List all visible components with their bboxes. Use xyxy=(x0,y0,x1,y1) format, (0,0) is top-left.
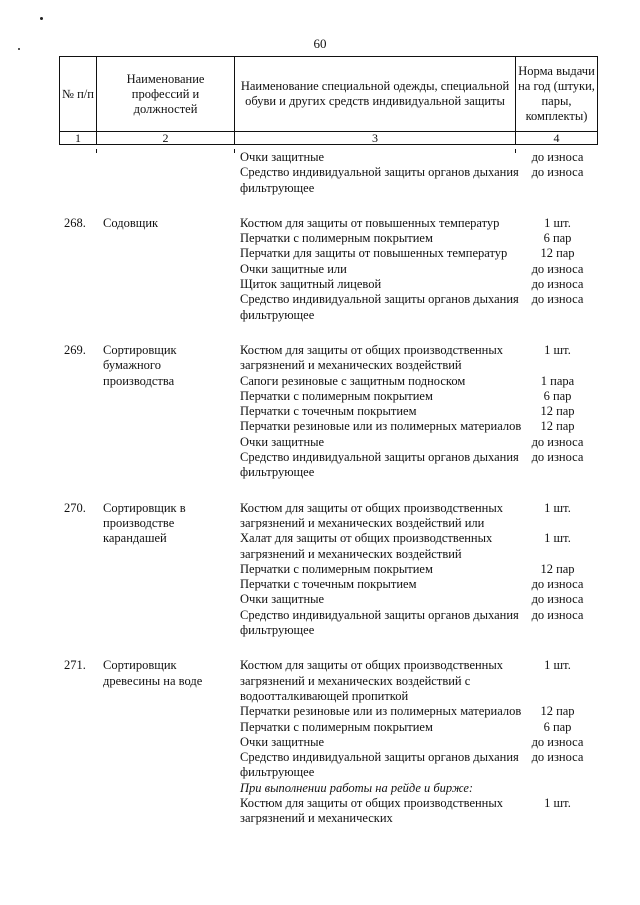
column-number-row xyxy=(60,132,598,145)
item-text: Очки защитные xyxy=(240,592,325,607)
item-text: Костюм для защиты от общих производственных загрязнений и механических воздействий xyxy=(240,342,504,373)
item-row xyxy=(0,150,640,165)
entry-gap xyxy=(0,196,640,216)
item-text: Халат для защиты от общих производственных загрязнений и механических воздействий xyxy=(240,531,493,561)
item-row xyxy=(0,796,640,827)
scan-speck xyxy=(40,17,43,20)
item-norm: до износа xyxy=(531,607,584,622)
continuation-block xyxy=(0,150,640,196)
item-norm: 12 пар xyxy=(540,404,575,419)
item-text: Костюм для защиты от общих производственных загрязнений и механических воздействий или xyxy=(240,500,504,530)
entry-number: 271. xyxy=(64,658,86,673)
item-text: Костюм для защиты от общих производственных загрязнений и механических xyxy=(240,795,504,826)
item-norm: 1 шт. xyxy=(544,658,571,673)
item-norm: до износа xyxy=(531,592,584,607)
item-text: Средство индивидуальной защиты органов дыхания фильтрующее xyxy=(240,292,519,322)
item-text: Средство индивидуальной защиты органов дыхания фильтрующее xyxy=(240,750,519,780)
header-profession: Наименование профессий и должностей xyxy=(97,57,235,132)
item-text: Средство индивидуальной защиты органов дыхания фильтрующее xyxy=(240,165,519,195)
item-norm: 12 пар xyxy=(540,246,575,261)
entry-profession: Содовщик xyxy=(103,215,159,230)
entry-gap xyxy=(0,323,640,343)
page-number: 60 xyxy=(313,36,327,51)
item-norm: 1 шт. xyxy=(544,531,571,546)
entry-269 xyxy=(0,343,640,481)
item-norm: 1 шт. xyxy=(544,342,571,357)
column-number: 1 xyxy=(60,132,97,145)
item-text: Средство индивидуальной защиты органов дыхания фильтрующее xyxy=(240,607,519,638)
item-norm: 6 пар xyxy=(543,719,572,734)
item-row xyxy=(0,562,640,577)
item-norm: до износа xyxy=(531,165,584,180)
item-row xyxy=(0,781,640,796)
item-row xyxy=(0,608,640,639)
item-row xyxy=(0,277,640,292)
item-row xyxy=(0,577,640,592)
item-row xyxy=(0,704,640,719)
item-text: Сапоги резиновые с защитным подноском xyxy=(240,373,466,388)
item-text: Перчатки с полимерным покрытием xyxy=(240,231,433,246)
item-row xyxy=(0,501,640,532)
header-norm: Норма выдачи на год (штуки, пары, комплекты) xyxy=(516,57,598,132)
item-text: Перчатки резиновые или из полимерных материалов xyxy=(240,704,522,719)
entry-270 xyxy=(0,501,640,639)
item-norm: до износа xyxy=(531,434,584,449)
item-row xyxy=(0,592,640,607)
item-norm: 12 пар xyxy=(540,419,575,434)
item-norm: 1 шт. xyxy=(544,500,571,515)
item-row xyxy=(0,404,640,419)
item-row xyxy=(0,750,640,781)
header-number: № п/п xyxy=(60,57,97,132)
item-norm: 6 пар xyxy=(543,231,572,246)
entry-number: 270. xyxy=(64,500,86,515)
item-text: Очки защитные xyxy=(240,150,325,164)
item-norm: 1 пара xyxy=(540,373,575,388)
item-text: Перчатки с полимерным покрытием xyxy=(240,719,433,734)
item-text: Перчатки с полимерным покрытием xyxy=(240,561,433,576)
column-number: 3 xyxy=(235,132,516,145)
item-row xyxy=(0,292,640,323)
entry-271 xyxy=(0,658,640,826)
item-text: Перчатки с полимерным покрытием xyxy=(240,388,433,403)
item-row xyxy=(0,531,640,562)
item-norm: 12 пар xyxy=(540,704,575,719)
entry-number: 268. xyxy=(64,215,86,230)
item-text: Перчатки резиновые или из полимерных материалов xyxy=(240,419,522,434)
item-row xyxy=(0,435,640,450)
item-row xyxy=(0,216,640,231)
entry-gap xyxy=(0,481,640,501)
item-row xyxy=(0,720,640,735)
item-row xyxy=(0,262,640,277)
header-row xyxy=(60,57,598,132)
item-norm: до износа xyxy=(531,292,584,307)
entry-profession: Сортировщик в производстве карандашей xyxy=(103,500,186,546)
item-text: Очки защитные xyxy=(240,434,325,449)
item-norm: 12 пар xyxy=(540,561,575,576)
item-norm: до износа xyxy=(531,450,584,465)
item-norm: 1 шт. xyxy=(544,795,571,810)
item-text: Костюм для защиты от повышенных температур xyxy=(240,215,500,230)
item-text: Очки защитные или xyxy=(240,261,347,276)
item-text: Очки защитные xyxy=(240,734,325,749)
item-text: Перчатки с точечным покрытием xyxy=(240,577,417,592)
entry-profession: Сортировщик бумажного производства xyxy=(103,342,177,388)
item-norm: до износа xyxy=(531,577,584,592)
item-norm: 6 пар xyxy=(543,388,572,403)
item-row xyxy=(0,389,640,404)
table-body xyxy=(0,150,640,827)
item-text: Костюм для защиты от общих производственных загрязнений и механических воздействий с водоотталкивающей пропиткой xyxy=(240,658,504,703)
column-number: 2 xyxy=(97,132,235,145)
item-text: Щиток защитный лицевой xyxy=(240,277,382,292)
table-header xyxy=(59,56,598,145)
item-norm: до износа xyxy=(531,277,584,292)
item-row xyxy=(0,231,640,246)
item-row xyxy=(0,735,640,750)
item-norm: до износа xyxy=(531,261,584,276)
item-text: Перчатки для защиты от повышенных температур xyxy=(240,246,508,261)
item-row xyxy=(0,246,640,261)
entry-number: 269. xyxy=(64,342,86,357)
item-text: Перчатки с точечным покрытием xyxy=(240,404,417,419)
item-norm: до износа xyxy=(531,750,584,765)
section-note: При выполнении работы на рейде и бирже: xyxy=(240,780,474,795)
item-row xyxy=(0,450,640,481)
column-number: 4 xyxy=(516,132,598,145)
item-row xyxy=(0,658,640,704)
header-equipment: Наименование специальной одежды, специальной обуви и других средств индивидуальной защиты xyxy=(235,57,516,132)
item-norm: до износа xyxy=(531,150,584,164)
item-row xyxy=(0,165,640,196)
item-row xyxy=(0,419,640,434)
item-norm: 1 шт. xyxy=(544,215,571,230)
entry-profession: Сортировщик древесины на воде xyxy=(103,658,203,688)
item-norm: до износа xyxy=(531,734,584,749)
entry-gap xyxy=(0,638,640,658)
item-row xyxy=(0,374,640,389)
item-row xyxy=(0,343,640,374)
item-text: Средство индивидуальной защиты органов дыхания фильтрующее xyxy=(240,450,519,480)
entry-268 xyxy=(0,216,640,323)
